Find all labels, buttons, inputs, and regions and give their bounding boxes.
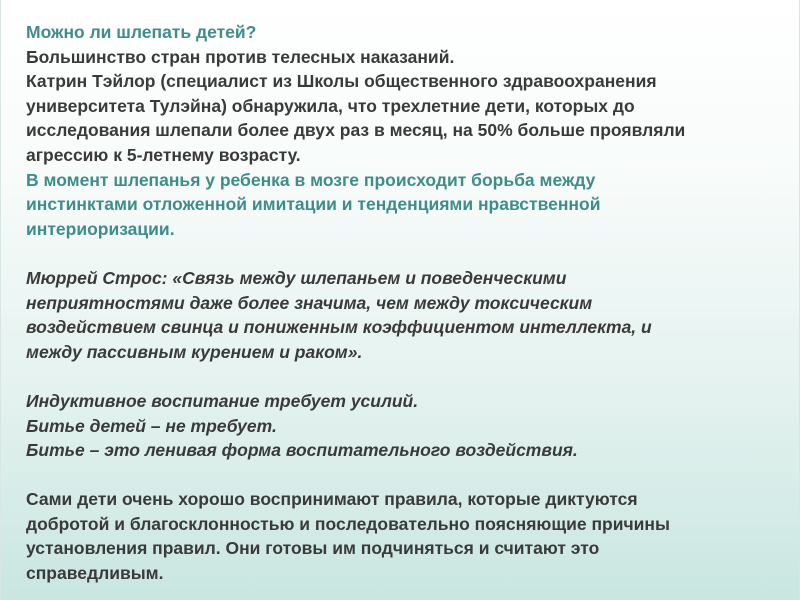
intro-line: Большинство стран против телесных наказаний. xyxy=(26,46,455,67)
inductive-line-1: Индуктивное воспитание требует усилий. xyxy=(26,390,419,411)
brain-paragraph xyxy=(26,168,786,242)
inductive-line-3: Битье – это ленивая форма воспитательного воздействия. xyxy=(26,440,578,461)
taylor-line-4: агрессию к 5-летнему возрасту. xyxy=(26,144,301,165)
inductive-line-2: Битье детей – не требует. xyxy=(26,415,277,436)
straus-line-4: между пассивным курением и раком». xyxy=(26,341,363,362)
brain-line-1: В момент шлепанья у ребенка в мозге происходит борьба между xyxy=(26,169,596,190)
brain-line-3: интериоризации. xyxy=(26,218,175,239)
brain-line-2: инстинктами отложенной имитации и тенденциями нравственной xyxy=(26,194,601,215)
slide-text-body xyxy=(26,20,786,586)
taylor-line-3: исследования шлепали более двух раз в месяц, на 50% больше проявляли xyxy=(26,120,686,141)
children-line-1: Сами дети очень хорошо воспринимают правила, которые диктуются xyxy=(26,489,638,510)
slide-title: Можно ли шлепать детей? xyxy=(26,22,257,42)
children-line-2: добротой и благосклонностью и последовательно поясняющие причины xyxy=(26,513,670,534)
taylor-line-1: Катрин Тэйлор (специалист из Школы общественного здравоохранения xyxy=(26,71,657,92)
children-paragraph xyxy=(26,487,786,585)
children-line-4: справедливым. xyxy=(26,563,164,584)
straus-line-1: Мюррей Строс: «Связь между шлепаньем и поведенческими xyxy=(26,267,567,288)
straus-quote-paragraph xyxy=(26,266,786,364)
spacer xyxy=(26,364,786,389)
children-line-3: установления правил. Они готовы им подчиняться и считают это xyxy=(26,538,600,559)
spacer xyxy=(26,463,786,488)
straus-line-3: воздействием свинца и пониженным коэффициентом интеллекта, и xyxy=(26,317,652,338)
taylor-line-2: университета Тулэйна) обнаружила, что трехлетние дети, которых до xyxy=(26,95,635,116)
taylor-paragraph xyxy=(26,69,786,167)
inductive-paragraph xyxy=(26,389,786,463)
spacer xyxy=(26,241,786,266)
straus-line-2: неприятностями даже более значима, чем между токсическим xyxy=(26,292,593,313)
